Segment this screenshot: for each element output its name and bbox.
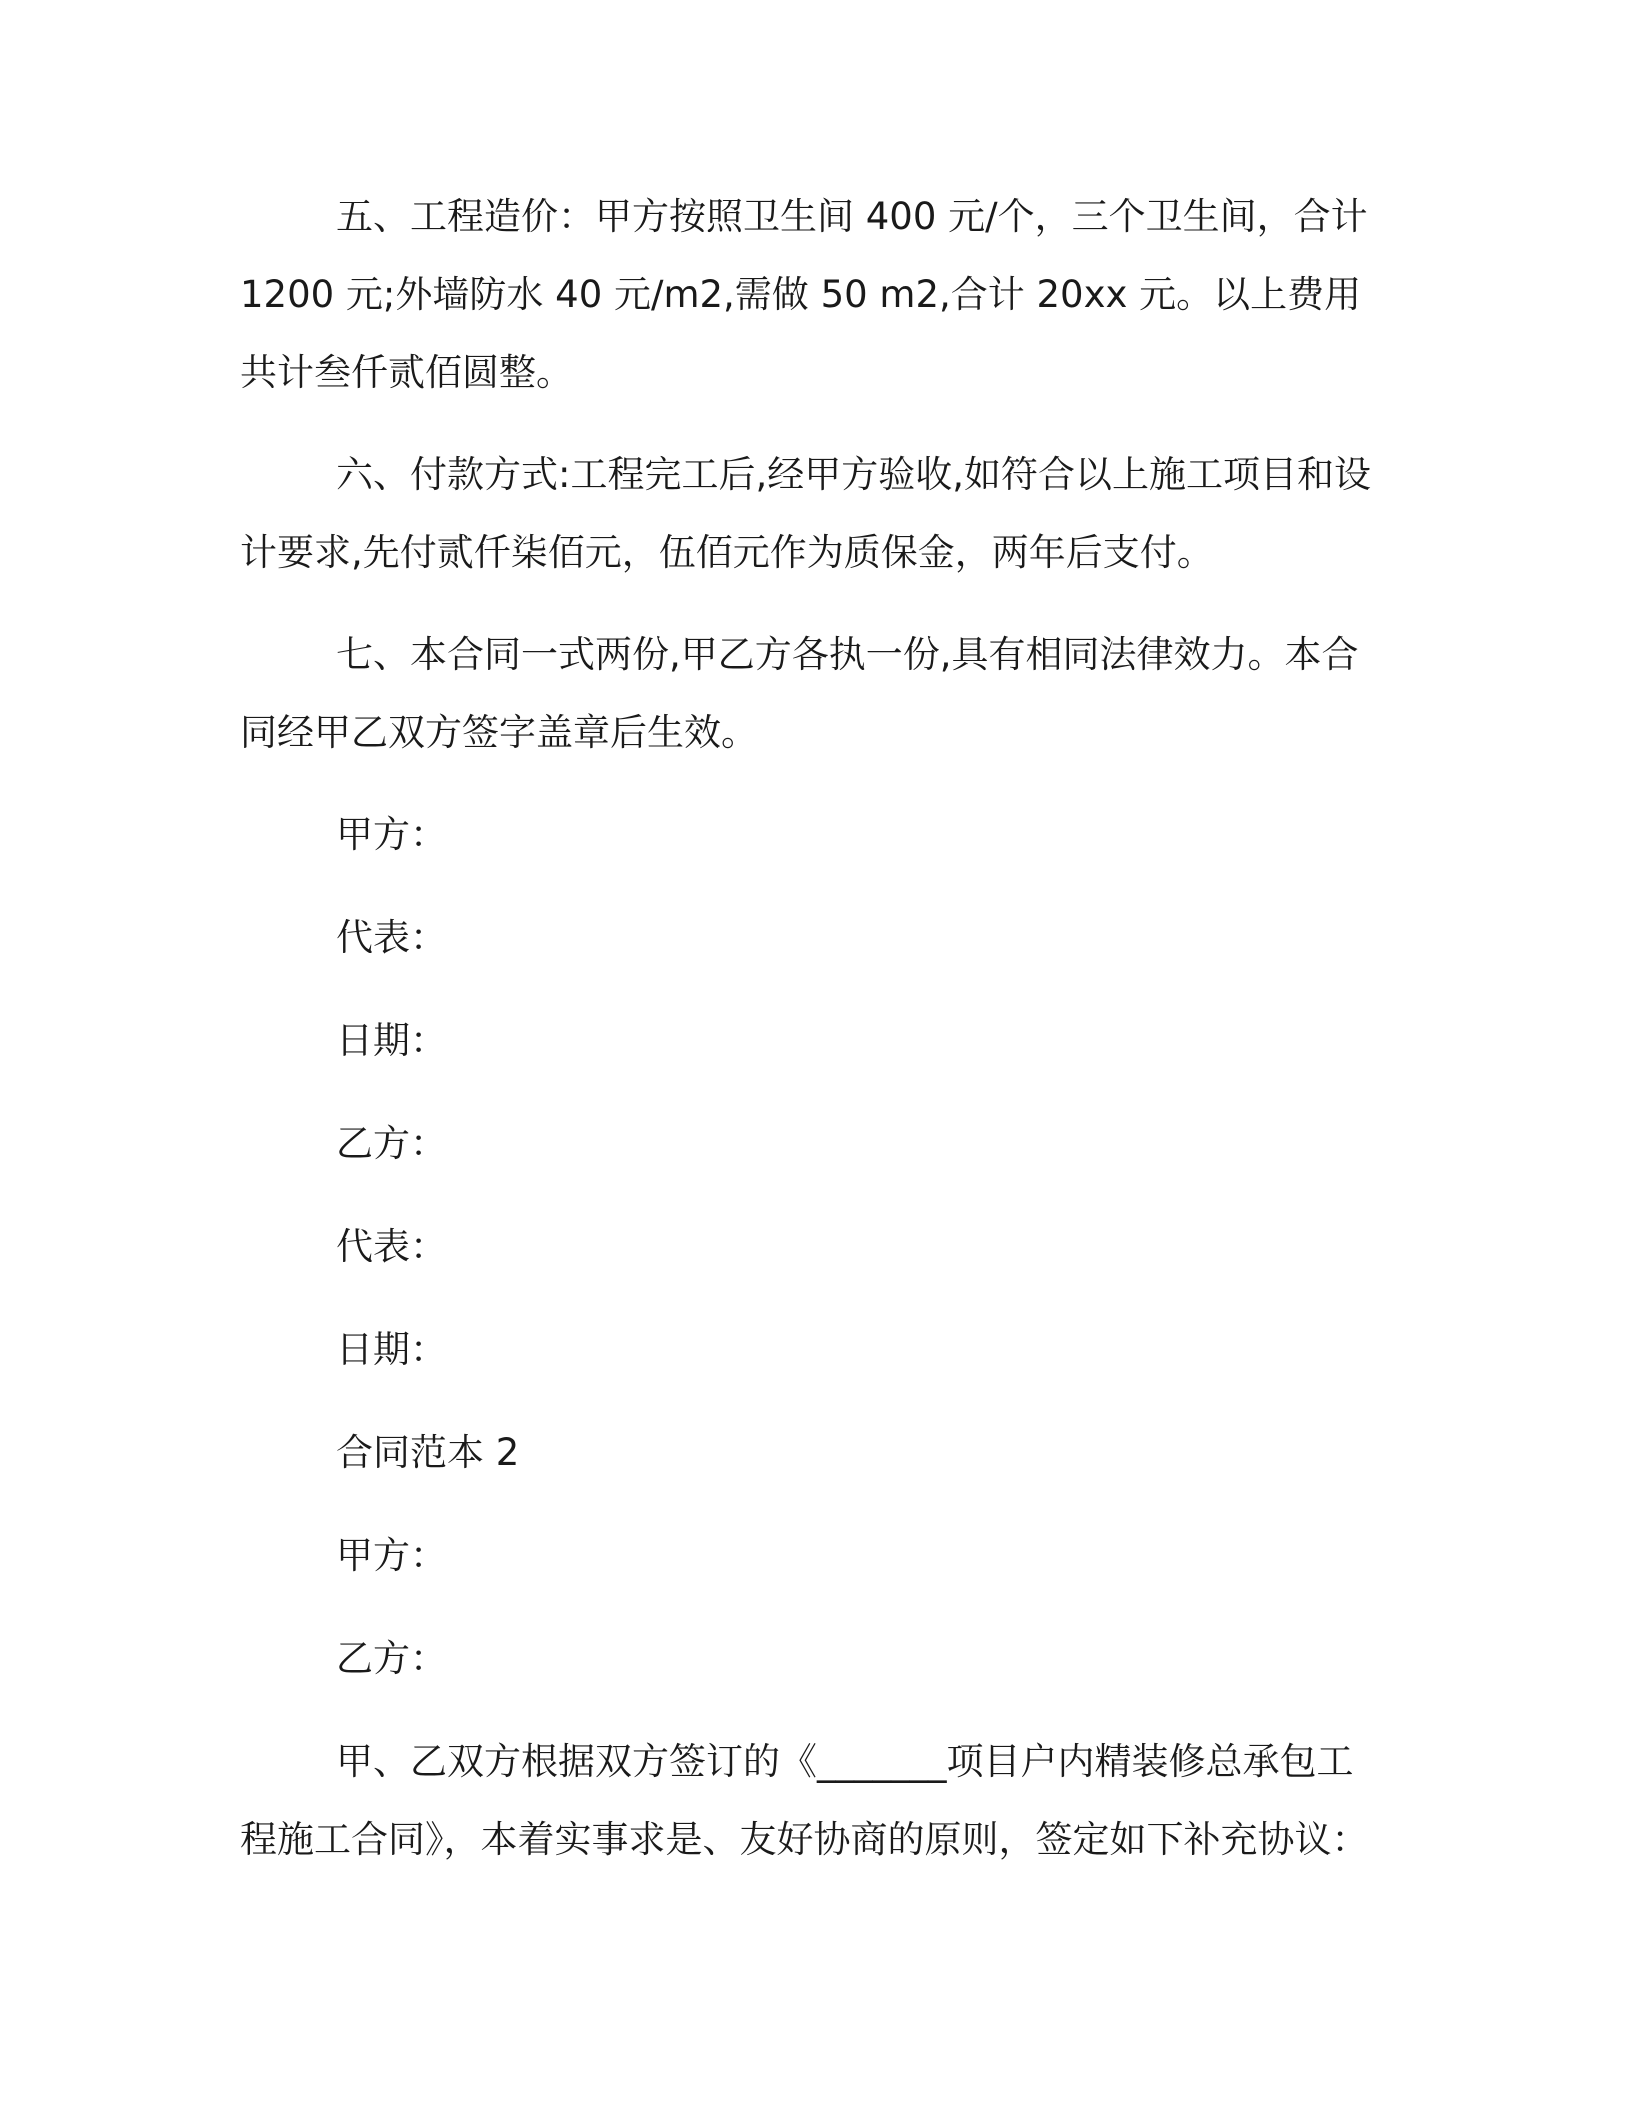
clause-5-project-cost: 五、工程造价：甲方按照卫生间 400 元/个，三个卫生间，合计 1200 元;外墙防水 40 元/m2,需做 50 m2,合计 20xx 元。以上费用共计叁仟贰佰圆整。 (240, 195, 1368, 394)
party-b-label: 乙方： (336, 1122, 447, 1165)
representative-b-label: 代表： (336, 1225, 447, 1268)
representative-a-label: 代表： (336, 916, 447, 959)
date-b-label: 日期： (336, 1328, 447, 1371)
party-a-label: 甲方： (336, 813, 447, 856)
sample-2-title: 合同范本 2 (336, 1431, 520, 1474)
sample-2-party-a-label: 甲方： (336, 1534, 447, 1577)
sample-2-intro-paragraph: 甲、乙双方根据双方签订的《_______项目户内精装修总承包工程施工合同》，本着实事求是、友好协商的原则，签定如下补充协议： (240, 1740, 1369, 1861)
date-a-label: 日期： (336, 1019, 447, 1062)
clause-7-contract-copies: 七、本合同一式两份,甲乙方各执一份,具有相同法律效力。本合同经甲乙双方签字盖章后生效。 (240, 633, 1359, 754)
clause-6-payment-method: 六、付款方式:工程完工后,经甲方验收,如符合以上施工项目和设计要求,先付贰仟柒佰元，伍佰元作为质保金，两年后支付。 (240, 453, 1371, 574)
sample-2-party-b-label: 乙方： (336, 1637, 447, 1680)
